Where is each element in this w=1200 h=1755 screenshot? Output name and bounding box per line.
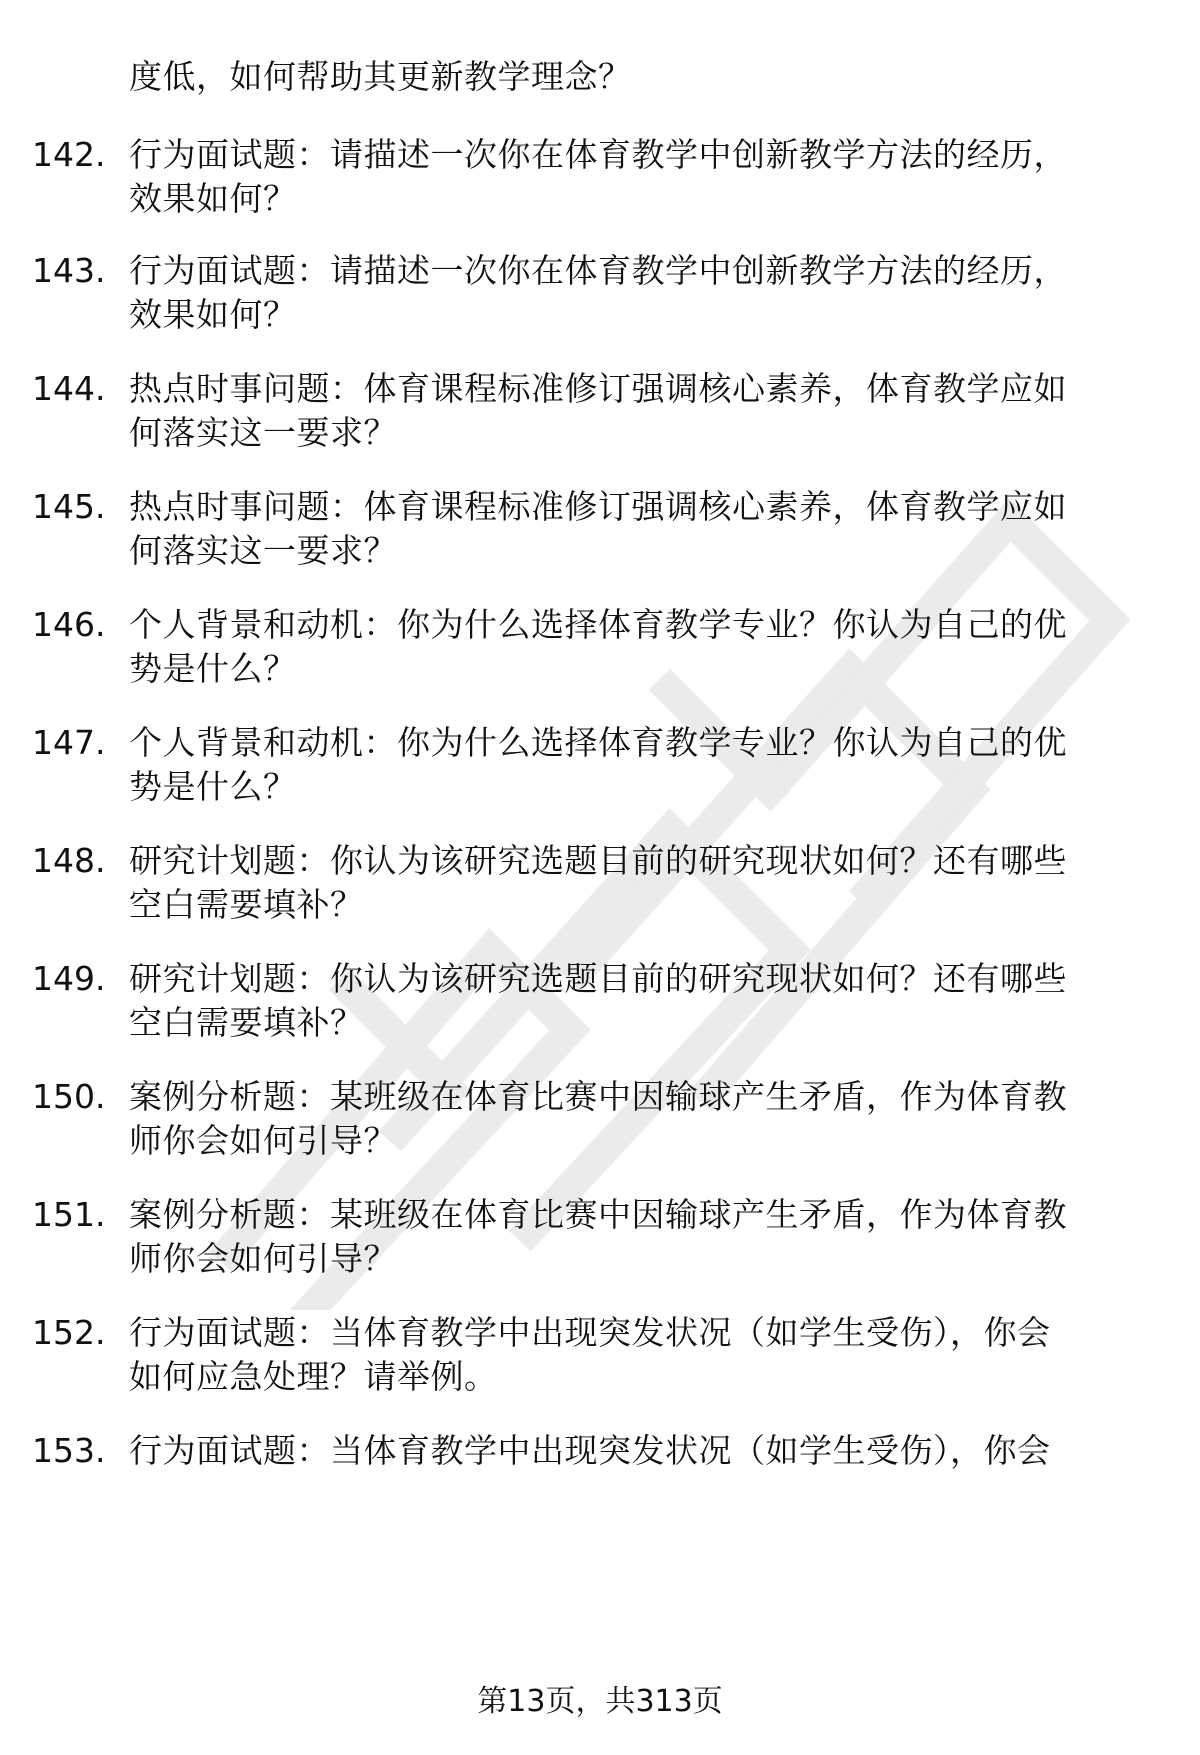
item-text-line: 何落实这一要求？: [129, 531, 397, 570]
item-text-line: 行为面试题：当体育教学中出现突发状况（如学生受伤），你会: [129, 1313, 1051, 1352]
item-text-line: 行为面试题：请描述一次你在体育教学中创新教学方法的经历，: [129, 135, 1067, 174]
item-number: 144.: [32, 369, 106, 408]
item-text-line: 案例分析题：某班级在体育比赛中因输球产生矛盾，作为体育教: [129, 1077, 1067, 1116]
item-text-line: 热点时事问题：体育课程标准修订强调核心素养，体育教学应如: [129, 369, 1067, 408]
item-text-line: 如何应急处理？请举例。: [129, 1357, 498, 1396]
page-footer: 第13页，共313页: [477, 1684, 723, 1719]
item-number: 143.: [32, 251, 106, 290]
item-text-line: 研究计划题：你认为该研究选题目前的研究现状如何？还有哪些: [129, 959, 1067, 998]
continuation-line: 度低，如何帮助其更新教学理念？: [129, 57, 632, 96]
item-number: 147.: [32, 723, 106, 762]
item-number: 153.: [32, 1431, 106, 1470]
item-number: 148.: [32, 841, 106, 880]
item-text-line: 研究计划题：你认为该研究选题目前的研究现状如何？还有哪些: [129, 841, 1067, 880]
item-text-line: 案例分析题：某班级在体育比赛中因输球产生矛盾，作为体育教: [129, 1195, 1067, 1234]
item-number: 145.: [32, 487, 106, 526]
item-text-line: 空白需要填补？: [129, 885, 364, 924]
item-text-line: 势是什么？: [129, 767, 297, 806]
item-number: 150.: [32, 1077, 106, 1116]
item-number: 142.: [32, 135, 106, 174]
item-text-line: 行为面试题：请描述一次你在体育教学中创新教学方法的经历，: [129, 251, 1067, 290]
item-text-line: 空白需要填补？: [129, 1003, 364, 1042]
item-text-line: 何落实这一要求？: [129, 413, 397, 452]
item-text-line: 师你会如何引导？: [129, 1239, 397, 1278]
item-number: 149.: [32, 959, 106, 998]
item-text-line: 效果如何？: [129, 179, 297, 218]
item-text-line: 个人背景和动机：你为什么选择体育教学专业？你认为自己的优: [129, 605, 1067, 644]
item-number: 152.: [32, 1313, 106, 1352]
item-text-line: 效果如何？: [129, 295, 297, 334]
item-number: 146.: [32, 605, 106, 644]
item-text-line: 热点时事问题：体育课程标准修订强调核心素养，体育教学应如: [129, 487, 1067, 526]
item-text-line: 师你会如何引导？: [129, 1121, 397, 1160]
item-text-line: 个人背景和动机：你为什么选择体育教学专业？你认为自己的优: [129, 723, 1067, 762]
item-text-line: 势是什么？: [129, 649, 297, 688]
item-text-line: 行为面试题：当体育教学中出现突发状况（如学生受伤），你会: [129, 1431, 1051, 1470]
item-number: 151.: [32, 1195, 106, 1234]
